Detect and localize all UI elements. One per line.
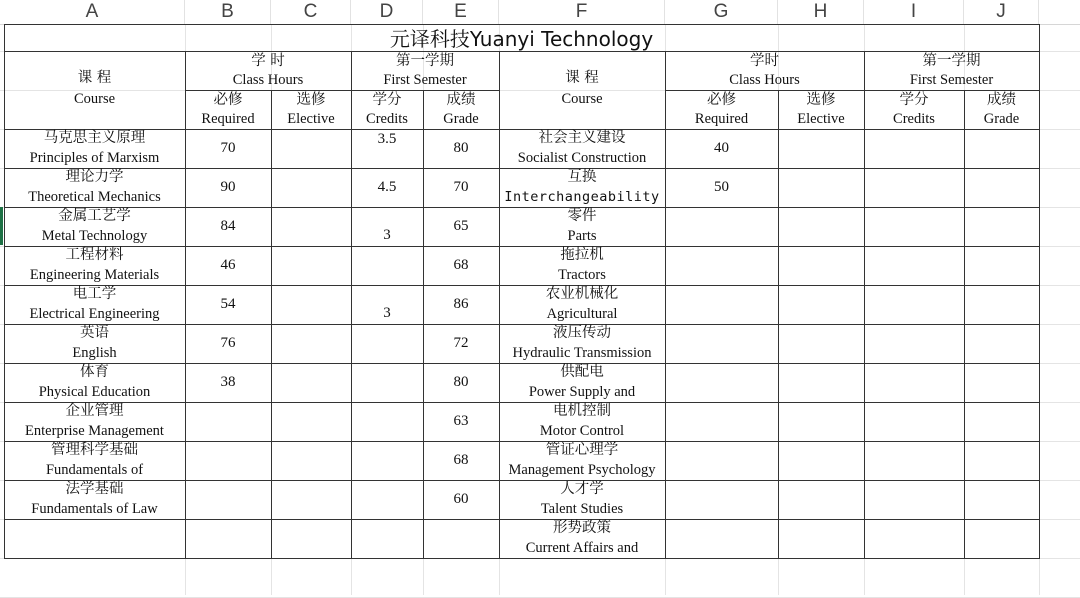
course-name-left[interactable] xyxy=(4,441,185,480)
course-name-left-zh: 金属工艺学 xyxy=(58,208,131,224)
body-vertical-line xyxy=(271,129,272,558)
header-credits-left[interactable] xyxy=(351,91,423,129)
course-name-right-en: Interchangeability xyxy=(504,189,660,205)
course-name-left[interactable] xyxy=(4,129,185,168)
grade[interactable]: 68 xyxy=(453,257,469,273)
header-elective-left-en: Elective xyxy=(287,111,335,127)
course-name-right[interactable] xyxy=(499,363,665,402)
column-header-c[interactable]: C xyxy=(271,0,351,24)
course-name-left-zh: 管理科学基础 xyxy=(51,442,138,458)
header-grade-left-zh: 成绩 xyxy=(446,92,476,108)
course-name-left-en: Fundamentals of xyxy=(45,462,144,478)
course-name-right-zh: 管证心理学 xyxy=(545,442,619,458)
course-name-right[interactable] xyxy=(499,285,665,324)
grade[interactable]: 68 xyxy=(453,452,469,468)
course-name-right-zh: 电机控制 xyxy=(553,403,611,419)
course-name-right-zh: 农业机械化 xyxy=(545,286,619,302)
course-name-left-en: Engineering Materials xyxy=(29,267,160,283)
course-name-right-zh: 形势政策 xyxy=(553,520,611,536)
course-name-left-en: Enterprise Management xyxy=(25,423,164,439)
course-name-right-en: Talent Studies xyxy=(540,501,624,517)
header-elective-right-en: Elective xyxy=(797,111,845,127)
header-class-hours-right-zh: 学时 xyxy=(750,53,779,69)
header-elective-left-zh: 选修 xyxy=(296,92,326,108)
table-border-top xyxy=(4,24,1040,25)
header-required-left[interactable] xyxy=(185,91,271,129)
header-semester-right[interactable] xyxy=(864,52,1039,90)
course-name-left[interactable] xyxy=(4,168,185,207)
course-name-left[interactable] xyxy=(4,246,185,285)
grade[interactable]: 60 xyxy=(453,491,469,507)
course-name-right-en: Hydraulic Transmission xyxy=(512,345,652,361)
course-name-right[interactable] xyxy=(499,480,665,519)
course-name-right-en: Management Psychology xyxy=(508,462,656,478)
body-vertical-line xyxy=(778,129,779,558)
header-semester-left-zh: 第一学期 xyxy=(396,53,454,69)
required-hours[interactable]: 76 xyxy=(220,335,236,351)
course-name-right-en: Motor Control xyxy=(539,423,625,439)
header-elective-right-zh: 选修 xyxy=(806,92,836,108)
column-header-f[interactable]: F xyxy=(499,0,665,24)
header-grade-right-en: Grade xyxy=(983,111,1020,127)
header-grade-right[interactable] xyxy=(964,91,1039,129)
required-hours[interactable]: 38 xyxy=(220,374,236,390)
column-header-bar xyxy=(0,0,1080,25)
header-credits-right-zh: 学分 xyxy=(899,92,929,108)
course-name-right[interactable] xyxy=(499,246,665,285)
course-name-left-en: Principles of Marxism xyxy=(29,150,160,166)
header-semester-left[interactable] xyxy=(351,52,499,90)
grade[interactable]: 80 xyxy=(453,140,469,156)
course-name-left[interactable] xyxy=(4,402,185,441)
grade[interactable]: 63 xyxy=(453,413,469,429)
grade[interactable]: 72 xyxy=(453,335,469,351)
grade[interactable]: 80 xyxy=(453,374,469,390)
course-name-right[interactable] xyxy=(499,402,665,441)
course-name-left-zh: 英语 xyxy=(80,325,109,341)
course-name-right-en: Current Affairs and xyxy=(525,540,639,556)
required-hours[interactable]: 84 xyxy=(220,218,236,234)
column-header-d[interactable]: D xyxy=(351,0,423,24)
credits[interactable]: 3 xyxy=(383,227,391,243)
table-border-bottom xyxy=(4,558,1040,559)
header-course-left[interactable] xyxy=(4,69,185,109)
header-required-right-en: Required xyxy=(694,111,749,127)
column-header-a[interactable]: A xyxy=(0,0,185,24)
course-name-left-zh: 法学基础 xyxy=(65,481,124,497)
header-grade-left[interactable] xyxy=(423,91,499,129)
course-name-right-en: Tractors xyxy=(558,267,606,283)
required-hours[interactable]: 54 xyxy=(220,296,236,312)
course-name-left-en: Metal Technology xyxy=(41,228,148,244)
body-vertical-line xyxy=(864,129,865,558)
course-name-right-zh: 供配电 xyxy=(560,364,604,380)
header-course-right-en: Course xyxy=(561,91,603,107)
header-grade-right-zh: 成绩 xyxy=(987,92,1016,108)
course-name-right[interactable] xyxy=(499,168,665,207)
course-name-left-en: English xyxy=(72,345,117,361)
credits[interactable]: 4.5 xyxy=(377,179,397,195)
course-name-left-en: Physical Education xyxy=(38,384,151,400)
course-name-left[interactable] xyxy=(4,363,185,402)
column-header-h[interactable]: H xyxy=(778,0,864,24)
course-name-left-zh: 体育 xyxy=(80,364,109,380)
required-hours-right[interactable]: 40 xyxy=(714,140,729,156)
grade[interactable]: 70 xyxy=(453,179,469,195)
required-hours[interactable]: 46 xyxy=(220,257,236,273)
header-credits-right[interactable] xyxy=(864,91,964,129)
table-border-right xyxy=(1039,24,1040,559)
course-name-left-zh: 理论力学 xyxy=(65,169,124,185)
course-name-right-zh: 人才学 xyxy=(560,481,604,497)
course-name-left[interactable] xyxy=(4,207,185,246)
required-hours[interactable]: 70 xyxy=(220,140,236,156)
course-name-left[interactable] xyxy=(4,324,185,363)
course-name-right[interactable] xyxy=(499,207,665,246)
credits[interactable]: 3.5 xyxy=(377,131,397,147)
header-credits-left-en: Credits xyxy=(366,111,408,127)
course-name-right-zh: 社会主义建设 xyxy=(538,130,626,146)
course-name-right[interactable] xyxy=(499,441,665,480)
sheet-title[interactable]: 元译科技Yuanyi Technology xyxy=(389,27,654,51)
required-hours[interactable]: 90 xyxy=(220,179,236,195)
course-name-left-zh: 马克思主义原理 xyxy=(43,130,146,146)
header-credits-left-zh: 学分 xyxy=(372,92,402,108)
column-header-g[interactable]: G xyxy=(665,0,778,24)
header-course-left-zh: 课 程 xyxy=(77,70,112,86)
required-hours-right[interactable]: 50 xyxy=(714,179,729,195)
column-header-b[interactable]: B xyxy=(185,0,271,24)
course-name-right-zh: 液压传动 xyxy=(553,325,611,341)
course-name-left-zh: 企业管理 xyxy=(65,403,124,419)
header-class-hours-right[interactable] xyxy=(665,52,864,90)
header-elective-left[interactable] xyxy=(271,91,351,129)
header-required-left-zh: 必修 xyxy=(213,92,243,108)
course-name-right-en: Parts xyxy=(567,228,597,244)
header-grade-left-en: Grade xyxy=(443,111,479,127)
course-name-left[interactable] xyxy=(4,285,185,324)
header-course-left-en: Course xyxy=(73,91,116,107)
header-elective-right[interactable] xyxy=(778,91,864,129)
course-name-left[interactable] xyxy=(4,480,185,519)
grade[interactable]: 86 xyxy=(453,296,469,312)
grade[interactable]: 65 xyxy=(453,218,469,234)
course-name-left-en: Fundamentals of Law xyxy=(31,501,158,517)
header-class-hours-left-zh: 学 时 xyxy=(251,53,285,69)
column-header-j[interactable]: J xyxy=(964,0,1039,24)
header-credits-right-en: Credits xyxy=(893,111,935,127)
header-course-right[interactable] xyxy=(499,69,665,109)
header-class-hours-left-en: Class Hours xyxy=(232,72,304,88)
column-header-i[interactable]: I xyxy=(864,0,964,24)
course-name-right[interactable] xyxy=(499,324,665,363)
header-class-hours-right-en: Class Hours xyxy=(729,72,800,88)
course-name-right[interactable] xyxy=(499,129,665,168)
header-class-hours-left[interactable] xyxy=(185,52,351,90)
course-name-right-en: Socialist Construction xyxy=(517,150,647,166)
header-required-right-zh: 必修 xyxy=(707,92,736,108)
column-header-e[interactable]: E xyxy=(423,0,499,24)
body-vertical-line xyxy=(964,129,965,558)
header-semester-right-zh: 第一学期 xyxy=(922,53,981,69)
course-name-left[interactable] xyxy=(4,519,185,558)
course-name-right-en: Agricultural xyxy=(546,306,618,322)
header-course-right-zh: 课 程 xyxy=(565,70,599,86)
course-name-right-zh: 零件 xyxy=(567,208,597,224)
header-semester-right-en: First Semester xyxy=(909,72,994,88)
header-semester-left-en: First Semester xyxy=(383,72,467,88)
header-required-left-en: Required xyxy=(201,111,255,127)
course-name-left-en: Electrical Engineering xyxy=(29,306,160,322)
selected-row-indicator xyxy=(0,207,3,245)
course-name-right-zh: 互换 xyxy=(567,169,597,185)
credits[interactable]: 3 xyxy=(383,305,391,321)
course-name-right[interactable] xyxy=(499,519,665,558)
course-name-left-zh: 电工学 xyxy=(72,286,117,302)
course-name-left-zh: 工程材料 xyxy=(65,247,124,263)
course-name-left-en: Theoretical Mechanics xyxy=(28,189,161,205)
header-required-right[interactable] xyxy=(665,91,778,129)
course-name-right-en: Power Supply and xyxy=(528,384,636,400)
course-name-right-zh: 拖拉机 xyxy=(560,247,604,263)
